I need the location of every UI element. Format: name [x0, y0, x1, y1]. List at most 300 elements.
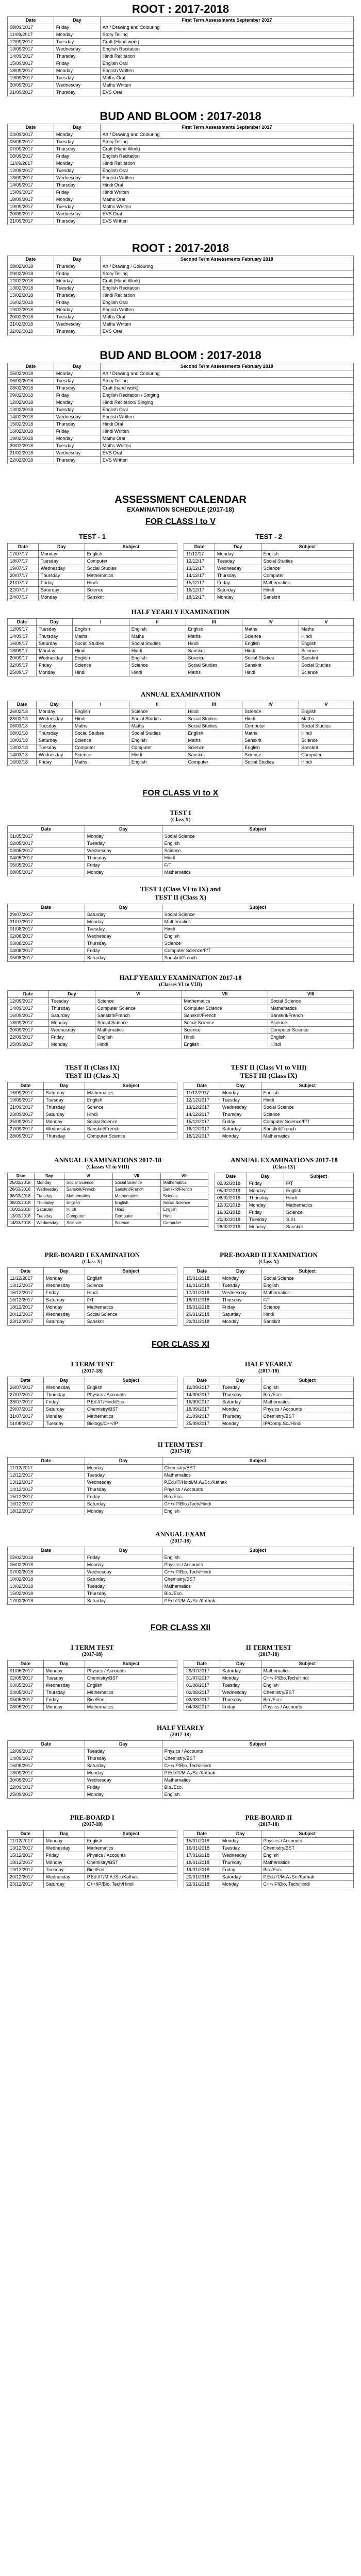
table-cell: 22/02/2018 [8, 457, 54, 464]
table-cell: Wednesday [85, 1569, 162, 1576]
table-cell: 21/07/17 [8, 580, 39, 587]
class12-half-title: HALF YEARLY [156, 1724, 205, 1732]
table-cell: Friday [54, 392, 100, 399]
table-cell: 10/02/2018 [8, 1576, 85, 1583]
table-row [8, 1704, 177, 1711]
table-cell: Monday [85, 1508, 162, 1515]
table-row [8, 1392, 177, 1399]
table-cell: 18/09/2017 [184, 1406, 220, 1413]
table-row [215, 1195, 354, 1202]
table-cell: Saturday [38, 587, 85, 594]
table-row [8, 46, 354, 53]
table-row [8, 723, 354, 730]
table-header-cell: IV [242, 619, 299, 626]
table-row [8, 1874, 177, 1881]
table-cell: 18/09/17 [8, 648, 37, 655]
table-cell: 16/02/2018 [215, 1209, 247, 1216]
table-cell: Wednesday [36, 716, 72, 723]
table-header-cell: Day [85, 1547, 162, 1554]
table-cell: Saturday [43, 1406, 85, 1413]
class15-halfyearly-section [0, 608, 361, 675]
class11-annual-table [7, 1547, 354, 1605]
table-cell: Saturday [85, 1576, 162, 1583]
table-cell: Science [64, 1220, 112, 1227]
table-cell: 22/09/2017 [8, 1784, 85, 1791]
table-cell: Saturday [85, 1762, 162, 1770]
table-cell: 12/09/2017 [8, 39, 54, 46]
table-row [8, 1748, 354, 1755]
class10-preboard1-sub: (Class X) [82, 1259, 103, 1265]
table-cell: Thursday [34, 1200, 64, 1207]
table-cell: Social Science [162, 833, 353, 840]
table-cell: Computer Science [182, 1005, 268, 1012]
table-row [8, 167, 354, 175]
root-term1-title: ROOT : 2017-2018 [132, 3, 229, 15]
table-cell: Tuesday [220, 1845, 261, 1852]
table-cell: Hindi [186, 640, 242, 648]
table-cell: Mathematics [85, 1413, 177, 1420]
table-cell: Friday [54, 299, 100, 307]
table-cell: 29/07/2017 [8, 1406, 44, 1413]
table-cell: 03/05/2017 [8, 848, 85, 855]
table-header-cell: VII [182, 991, 268, 998]
table-row [8, 153, 354, 160]
table-row [8, 1675, 177, 1682]
table-cell: 16/12/2017 [8, 1501, 85, 1508]
table-cell: P.Ed./IT/M.A./Sc./Kathak [162, 1598, 353, 1605]
table-cell: Monday [54, 399, 100, 406]
table-header-cell: Date [184, 1831, 220, 1838]
table-cell: Tuesday [85, 1472, 162, 1479]
table-cell: 14/09/17 [8, 633, 37, 640]
table-cell: Mathematics [95, 1027, 182, 1034]
table-header-cell: Date [184, 1377, 220, 1384]
table-cell: 03/08/2017 [8, 940, 85, 947]
table-cell: Computer [72, 744, 129, 752]
table-cell: Monday [36, 648, 72, 655]
table-cell: 19/09/2017 [8, 204, 54, 211]
table-cell: 14/03/2018 [8, 1220, 35, 1227]
table-cell: 29/07/2017 [8, 911, 85, 919]
table-cell: Maths Written [100, 82, 353, 89]
table-row [8, 998, 354, 1005]
table-header-cell: Date [8, 904, 85, 911]
table-cell: Mathematics [182, 998, 268, 1005]
table-row [184, 1126, 354, 1133]
table-cell: Science [242, 708, 299, 716]
table-cell: Wednesday [54, 211, 100, 218]
table-row [8, 1576, 354, 1583]
table-cell: Sanskrit/French [85, 1126, 177, 1133]
table-cell: 08/05/2017 [8, 869, 85, 876]
table-cell: 18/12/2017 [8, 1508, 85, 1515]
table-cell: English Oral [100, 406, 353, 414]
table-header-cell: Date [8, 826, 85, 833]
table-cell: Thursday [85, 1486, 162, 1494]
table-cell: Wednesday [36, 655, 72, 662]
table-header-cell: Day [85, 1458, 162, 1465]
table-header-cell: Day [34, 1173, 64, 1180]
table-cell: Wednesday [220, 1290, 261, 1297]
table-cell: English [242, 640, 299, 648]
table-cell: 25/09/2017 [184, 1420, 220, 1428]
table-cell: Science [299, 648, 354, 655]
table-header-cell: Date [8, 1458, 85, 1465]
table-cell: Thursday [43, 1133, 85, 1140]
table-cell: Monday [215, 594, 261, 601]
root-term2-table [7, 256, 354, 335]
table-cell: 16/09/17 [8, 640, 37, 648]
table-cell: Tuesday [54, 285, 100, 292]
class11-annual-title: ANNUAL EXAM [155, 1530, 206, 1538]
table-header-cell: Subject [261, 1831, 353, 1838]
table-header-cell: Date [8, 1268, 44, 1275]
table-cell: Monday [48, 1020, 95, 1027]
table-cell: Monday [43, 1413, 85, 1420]
table-cell: Saturday [220, 1399, 261, 1406]
table-cell: Saturday [36, 737, 72, 744]
table-cell: Chemistry/BST [85, 1859, 177, 1867]
table-row [184, 1704, 354, 1711]
table-header-cell: VI [95, 991, 182, 998]
table-row [184, 1111, 354, 1118]
table-cell: Friday [215, 580, 261, 587]
table-row [8, 1207, 208, 1213]
table-row [8, 919, 354, 926]
table-cell: Mathematics [261, 1399, 353, 1406]
class11-test1-sub: (2017-18) [82, 1368, 103, 1374]
table-header-row [184, 1660, 354, 1668]
table-row [8, 428, 354, 435]
table-cell: Maths Written [100, 321, 353, 328]
table-cell: Computer [64, 1213, 112, 1220]
table-cell: Physics / Accounts [162, 1486, 353, 1494]
table-row [8, 1180, 208, 1187]
table-cell: Social Science [85, 1311, 177, 1318]
table-cell: Social Studies [129, 716, 186, 723]
table-row [8, 1318, 177, 1326]
table-row [8, 640, 354, 648]
table-cell: Tuesday [48, 998, 95, 1005]
table-row [8, 292, 354, 299]
class9-test2-table [7, 1082, 177, 1140]
class12-preboard2-table [184, 1830, 354, 1888]
table-cell: Friday [54, 270, 100, 278]
table-row [8, 53, 354, 60]
table-row [8, 633, 354, 640]
table-cell: Hindi Oral [100, 182, 353, 189]
table-cell: Saturday [36, 640, 72, 648]
table-row [8, 1682, 177, 1689]
table-header-cell: Subject [162, 904, 353, 911]
table-cell: Physics / Accounts [85, 1392, 177, 1399]
table-cell: 09/02/2018 [8, 270, 54, 278]
table-cell: Physics / Accounts [162, 1748, 353, 1755]
table-cell: English [129, 737, 186, 744]
table-cell: Computer Science/F/T [261, 1118, 353, 1126]
table-cell: Social Studies [186, 716, 242, 723]
table-header-cell: Day [54, 124, 100, 131]
table-cell: 01/08/2017 [8, 926, 85, 933]
table-row [8, 833, 354, 840]
table-row [184, 1859, 354, 1867]
table-cell: Monday [43, 1668, 85, 1675]
table-row [8, 1697, 177, 1704]
table-cell: Social Studies [186, 723, 242, 730]
table-cell: Monday [36, 708, 72, 716]
table-cell: 08/02/2018 [215, 1195, 247, 1202]
table-cell: Hindi [129, 648, 186, 655]
table-cell: 28/09/2017 [8, 1133, 44, 1140]
table-cell: Wednesday [220, 1852, 261, 1859]
table-row [184, 1297, 354, 1304]
table-row [8, 1090, 177, 1097]
table-cell: Thursday [85, 940, 162, 947]
table-row [8, 1020, 354, 1027]
table-cell: Thursday [54, 146, 100, 153]
table-cell: Science [299, 737, 354, 744]
table-cell: Thursday [36, 730, 72, 737]
table-cell: 23/09/2017 [8, 1111, 44, 1118]
class-12-header: FOR CLASS XII [150, 1623, 211, 1632]
table-cell: Thursday [54, 421, 100, 428]
table-cell: Thursday [54, 182, 100, 189]
table-cell: Chemistry/BST [261, 1413, 353, 1420]
table-cell: English [261, 1682, 353, 1689]
table-row [184, 594, 354, 601]
table-row [184, 1689, 354, 1697]
table-cell: English [242, 744, 299, 752]
table-cell: 14/12/2017 [184, 1111, 220, 1118]
table-row [215, 1180, 354, 1188]
table-cell: EVS Written [100, 457, 353, 464]
table-cell: 01/05/2017 [8, 1668, 44, 1675]
table-cell: English [85, 1097, 177, 1104]
table-header-cell: Subject [85, 1831, 177, 1838]
table-cell: Physics / Accounts [162, 1562, 353, 1569]
table-cell: 12/12/2017 [184, 1097, 220, 1104]
table-cell: English [162, 1791, 353, 1799]
table-cell: English [299, 708, 354, 716]
table-cell: Monday [54, 370, 100, 378]
table-cell: 21/09/2017 [8, 218, 54, 225]
table-cell: 18/12/2017 [8, 1859, 44, 1867]
table-cell: 12/09/2017 [8, 167, 54, 175]
class11-test2-title: II TERM TEST [157, 1440, 204, 1448]
table-row [8, 1304, 177, 1311]
table-cell: Wednesday [43, 1311, 85, 1318]
table-cell: Computer [261, 572, 353, 580]
table-cell: Tuesday [220, 1282, 261, 1290]
table-cell: Science [85, 1104, 177, 1111]
table-cell: Computer Science/F/T [162, 947, 353, 955]
table-cell: 18/07/17 [8, 558, 39, 565]
table-cell: 12/09/2017 [184, 1384, 220, 1392]
table-cell: Monday [43, 1859, 85, 1867]
table-cell: Thursday [43, 1104, 85, 1111]
table-cell: 06/03/18 [8, 723, 37, 730]
table-cell: Story Telling [100, 378, 353, 385]
table-header-cell: Day [220, 1660, 261, 1668]
table-cell: Monday [247, 1188, 284, 1195]
table-cell: 19/09/2017 [8, 75, 54, 82]
table-cell: Saturday [85, 1598, 162, 1605]
table-cell: Hindi [268, 1041, 354, 1048]
table-cell: 20/02/2018 [215, 1216, 247, 1224]
table-cell: 08/05/2017 [8, 1704, 44, 1711]
table-cell: Friday [43, 1697, 85, 1704]
table-cell: English Written [100, 175, 353, 182]
table-header-cell: III [186, 619, 242, 626]
table-cell: Monday [220, 1318, 261, 1326]
class9-test2-title: TEST II (Class IX) [65, 1063, 120, 1071]
table-cell: Science [182, 1027, 268, 1034]
table-cell: Social Science [162, 911, 353, 919]
table-cell: Hindi Oral [100, 421, 353, 428]
table-cell: Friday [36, 759, 72, 766]
table-cell: Thursday [36, 633, 72, 640]
table-row [8, 378, 354, 385]
table-row [8, 399, 354, 406]
table-row [184, 1133, 354, 1140]
table-cell: 20/02/2018 [8, 443, 54, 450]
table-cell: 20/12/2017 [8, 1311, 44, 1318]
table-header-cell: II [129, 619, 186, 626]
table-cell: 14/09/2017 [184, 1392, 220, 1399]
table-row [8, 551, 177, 558]
table-cell: Mathematics [162, 1777, 353, 1784]
table-row [8, 131, 354, 139]
table-cell: Mathematics [161, 1180, 208, 1187]
table-row [8, 572, 177, 580]
table-cell: Science [242, 752, 299, 759]
table-cell: 19/02/2018 [8, 307, 54, 314]
table-cell: Monday [43, 1704, 85, 1711]
table-cell: 15/12/2017 [184, 1118, 220, 1126]
table-row [184, 1852, 354, 1859]
table-cell: Computer [161, 1220, 208, 1227]
table-header-row [184, 1377, 354, 1384]
table-cell: Tuesday [43, 1420, 85, 1428]
table-cell: 11/09/2017 [8, 31, 54, 39]
table-cell: 28/02/2018 [8, 1187, 35, 1193]
table-cell: 20/09/2017 [8, 1027, 49, 1034]
table-cell: Friday [54, 24, 100, 31]
table-row [8, 669, 354, 676]
table-cell: 06/03/2018 [8, 1193, 35, 1200]
table-cell: 25/09/2017 [8, 1118, 44, 1126]
class6-8-annual-sub: (Classes VI to VIII) [86, 1164, 129, 1170]
table-cell: Monday [220, 1881, 261, 1888]
table-row [8, 1668, 177, 1675]
table-cell: Science [72, 662, 129, 669]
table-header-cell: Day [220, 1831, 261, 1838]
table-header-cell: Subject [261, 1377, 353, 1384]
table-cell: Tuesday [54, 443, 100, 450]
table-cell: Mathematics [85, 1689, 177, 1697]
bud-term1-table [7, 124, 354, 225]
table-cell: Thursday [220, 1413, 261, 1420]
table-cell: Thursday [38, 572, 85, 580]
table-cell: 26/07/2017 [8, 1384, 44, 1392]
bud-term2-table [7, 363, 354, 464]
table-cell: 13/12/17 [184, 565, 215, 572]
table-header-cell: Day [220, 1082, 261, 1090]
table-cell: Tuesday [54, 406, 100, 414]
table-row [184, 565, 354, 572]
table-row [8, 1005, 354, 1012]
table-cell: 11/12/2017 [8, 1838, 44, 1845]
table-header-cell: Day [43, 1660, 85, 1668]
class15-halfyearly-title: HALF YEARLY EXAMINATION [131, 608, 230, 616]
table-header-cell: II [129, 701, 186, 708]
table-cell: English Written [100, 67, 353, 75]
table-header-cell: Subject [261, 544, 353, 551]
table-cell: English [161, 1207, 208, 1213]
table-row [8, 299, 354, 307]
table-cell: Science [72, 752, 129, 759]
table-cell: Art / Drawing and Colouring [100, 370, 353, 378]
table-cell: 11/09/2017 [8, 160, 54, 167]
class11-test2-sub: (2017-18) [170, 1449, 191, 1454]
table-cell: C++/IP/Bio. Tech/Hindi [85, 1881, 177, 1888]
table-cell: Friday [85, 1494, 162, 1501]
table-cell: Social Science [85, 1118, 177, 1126]
table-row [8, 1220, 208, 1227]
table-cell: 20/09/2017 [8, 211, 54, 218]
table-cell: 25/09/2017 [8, 1791, 85, 1799]
table-cell: 19/02/2018 [8, 435, 54, 443]
class11-test2-section [0, 1440, 361, 1514]
table-cell: Saturday [43, 1881, 85, 1888]
table-cell: Tuesday [43, 1867, 85, 1874]
table-cell: Monday [220, 1406, 261, 1413]
table-cell: Chemistry/BST [261, 1845, 353, 1852]
table-cell: Science [112, 1220, 161, 1227]
table-header-cell: I [72, 619, 129, 626]
table-cell: 16/02/2018 [8, 428, 54, 435]
table-header-cell: Subject [85, 1660, 177, 1668]
table-cell: 16/01/2018 [184, 1845, 220, 1852]
table-cell: Monday [43, 1304, 85, 1311]
table-cell: English [95, 1034, 182, 1041]
table-cell: English [162, 840, 353, 848]
table-cell: Physics / Accounts [261, 1406, 353, 1413]
table-cell: Mathematics [85, 572, 177, 580]
table-cell: Wednesday [85, 1479, 162, 1486]
table-cell: Monday [54, 278, 100, 285]
table-cell: 12/02/2018 [215, 1202, 247, 1209]
table-cell: 21/09/2017 [184, 1413, 220, 1420]
table-row [184, 1874, 354, 1881]
table-cell: 22/01/2018 [184, 1881, 220, 1888]
table-cell: Craft (hand work) [100, 385, 353, 392]
table-cell: Monday [38, 594, 85, 601]
table-cell: Sanskrit [186, 752, 242, 759]
table-cell: 05/02/2018 [8, 370, 54, 378]
table-cell: Tuesday [54, 314, 100, 321]
table-row [8, 1770, 354, 1777]
table-row [215, 1188, 354, 1195]
class12-preboard2-sub: (2017-18) [258, 1822, 279, 1827]
table-header-cell: Day [43, 1082, 85, 1090]
table-cell: English [261, 551, 353, 558]
table-cell: 20/09/17 [8, 655, 37, 662]
table-header-row [8, 701, 354, 708]
table-cell: Saturday [43, 1318, 85, 1326]
table-row [8, 594, 177, 601]
table-cell: Monday [48, 1041, 95, 1048]
